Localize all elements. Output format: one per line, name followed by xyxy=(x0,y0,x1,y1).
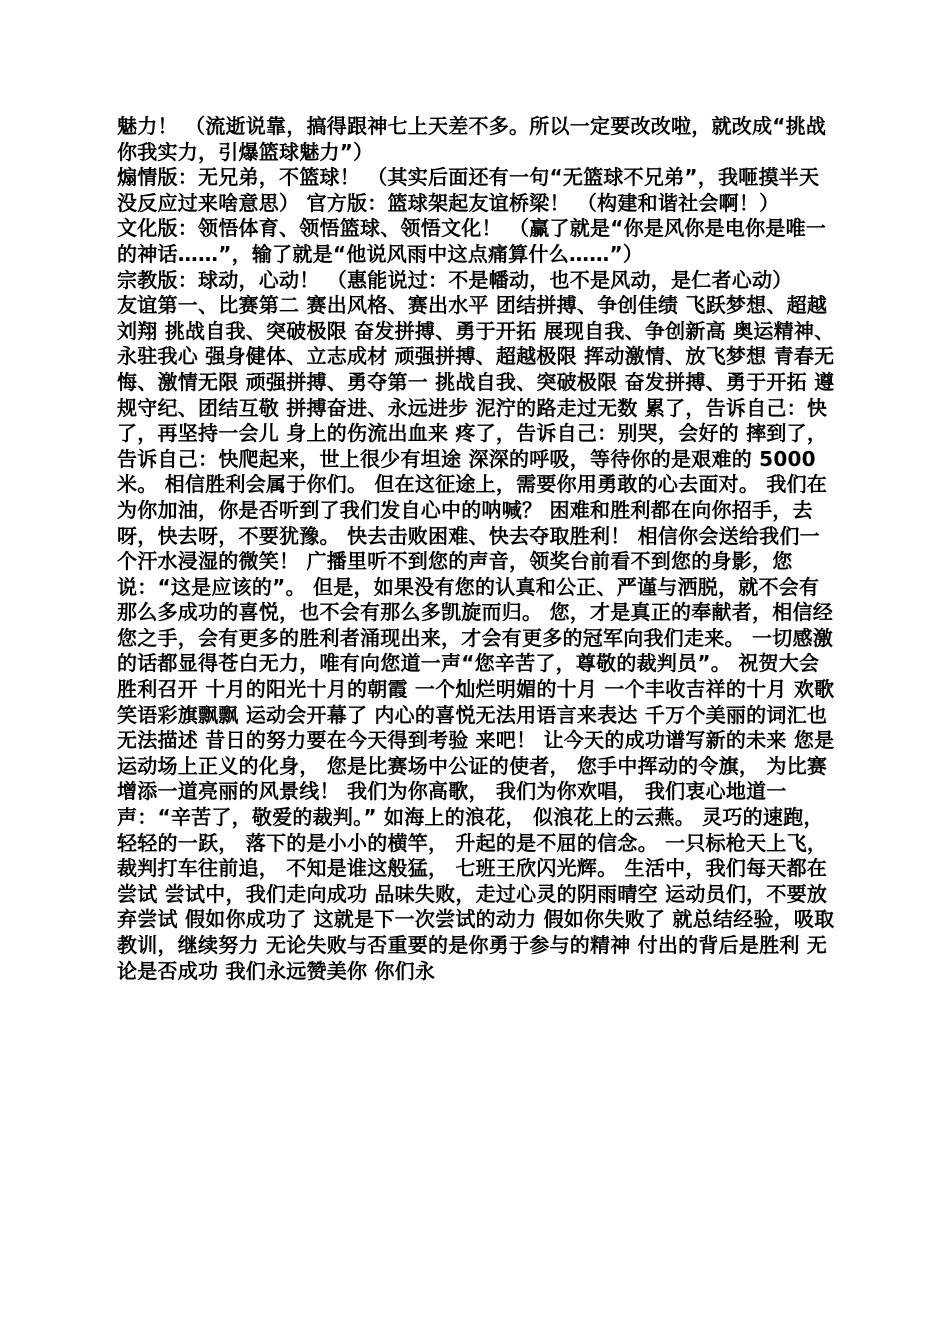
paragraph-4: 宗教版：球动，心动！ （惠能说过：不是幡动，也不是风动，是仁者心动） xyxy=(117,267,793,292)
document-body xyxy=(117,114,837,984)
paragraph-2: 煽情版：无兄弟，不篮球！ （其实后面还有一句“无篮球不兄弟”，我咂摸半天没反应过来啥意思） 官方版：篮球架起友谊桥梁！ （构建和谐社会啊！） xyxy=(117,165,820,215)
paragraph-1: 魅力！ （流逝说靠，搞得跟神七上天差不多。所以一定要改改啦，就改成“挑战你我实力，引爆篮球魅力”） xyxy=(117,114,827,164)
paragraph-3: 文化版：领悟体育、领悟篮球、领悟文化！ （赢了就是“你是风你是电你是唯一的神话……”，输了就是“他说风雨中这点痛算什么……”） xyxy=(117,216,827,266)
paragraph-5: 友谊第一、比赛第二 赛出风格、赛出水平 团结拼搏、争创佳绩 飞跃梦想、超越刘翔 挑战自我、突破极限 奋发拼搏、勇于开拓 展现自我、争创新高 奥运精神、永驻我心 强身健体、立志成材 顽强拼搏、超越极限 挥动激情、放飞梦想 青春无悔、激情无限 顽强拼搏、勇夺第一 挑战自我、突破极限 奋发拼搏、勇于开拓 遵规守纪、团结互敬 拼搏奋进、永远进步 泥泞的路走过无数 累了，告诉自己：快了，再坚持一会儿 身上的伤流出血来 疼了，告诉自己：别哭，会好的 摔到了，告诉自己：快爬起来，世上很少有坦途 深深的呼吸，等待你的是艰难的 5000 米。 相信胜利会属于你们。 但在这征途上，需要你用勇敢的心去面对。 我们在为你加油，你是否听到了我们发自心中的呐喊？ 困难和胜利都在向你招手，去呀，快去呀，不要犹豫。 快去击败困难、快去夺取胜利！ 相信你会送给我们一个汗水浸湿的微笑！ 广播里听不到您的声音，领奖台前看不到您的身影，您说：“这是应该的”。 但是，如果没有您的认真和公正、严谨与洒脱，就不会有那么多成功的喜悦，也不会有那么多凯旋而归。 您，才是真正的奉献者，相信经您之手，会有更多的胜利者涌现出来，才会有更多的冠军向我们走来。 一切感激的话都显得苍白无力，唯有向您道一声“您辛苦了，尊敬的裁判员”。 祝贺大会胜利召开 十月的阳光十月的朝霞 一个灿烂明媚的十月 一个丰收吉祥的十月 欢歌笑语彩旗飘飘 运动会开幕了 内心的喜悦无法用语言来表达 千万个美丽的词汇也无法描述 昔日的努力要在今天得到考验 来吧！ 让今天的成功谱写新的未来 您是运动场上正义的化身， 您是比赛场中公证的使者， 您手中挥动的令旗， 为比赛增添一道亮丽的风景线！ 我们为你高歌， 我们为你欢唱， 我们衷心地道一声：“辛苦了，敬爱的裁判。” 如海上的浪花， 似浪花上的云燕。 灵巧的速跑， 轻轻的一跃， 落下的是小小的横竿， 升起的是不屈的信念。 一只标枪天上飞， 裁判打车往前追， 不知是谁这般猛， 七班王欣闪光辉。 生活中，我们每天都在尝试 尝试中，我们走向成功 品味失败，走过心灵的阴雨晴空 运动员们，不要放弃尝试 假如你成功了 这就是下一次尝试的动力 假如你失败了 就总结经验，吸取教训，继续努力 无论失败与否重要的是你勇于参与的精神 付出的背后是胜利 无论是否成功 我们永远赞美你 你们永 xyxy=(117,293,835,983)
